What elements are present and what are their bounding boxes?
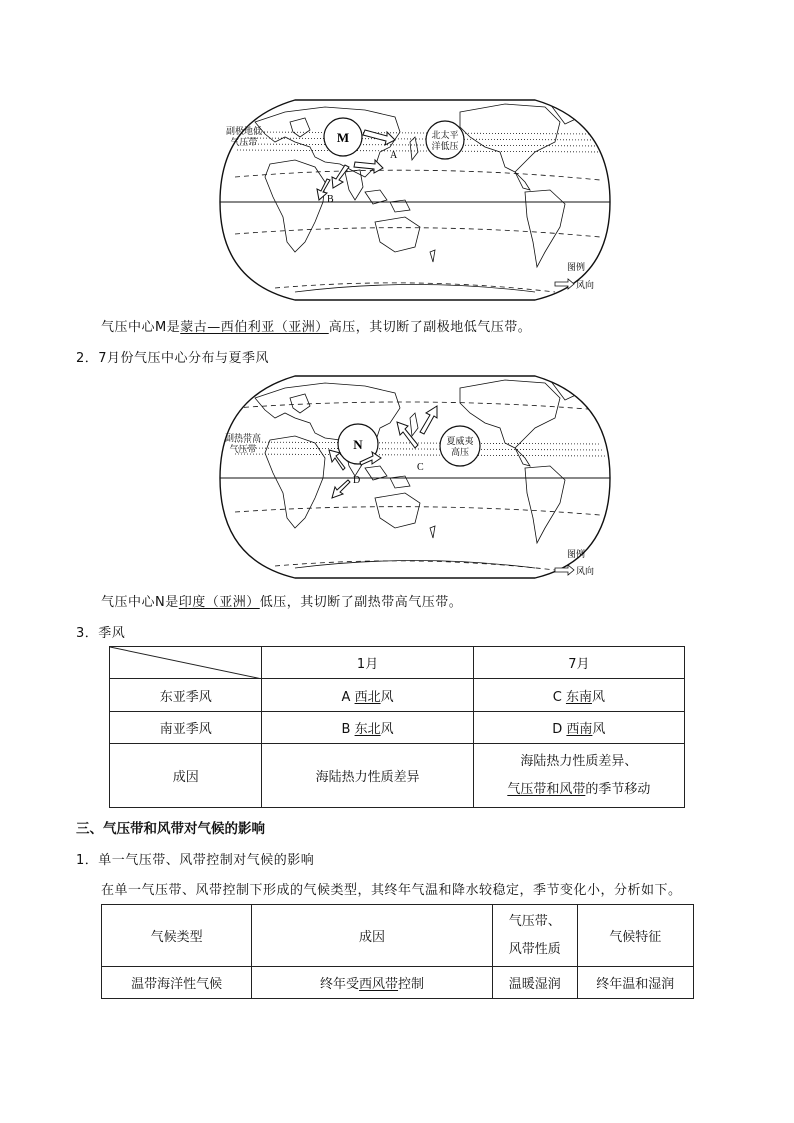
- paragraph-m: [101, 316, 531, 335]
- label-b: B: [327, 194, 334, 205]
- cause-jul-line1: 海陆热力性质差异、: [520, 753, 638, 769]
- cause-jul-line2: 气压带和风带的季节移动: [507, 781, 651, 797]
- climate-r1-cause: 终年受西风带控制: [252, 967, 493, 999]
- map1-belt-label-line2: 气压带: [230, 138, 258, 148]
- map2-belt-label-line1: 副热带高: [224, 434, 261, 444]
- east-asia-jan: A 西北风: [262, 679, 473, 712]
- paragraph-n: [101, 591, 462, 610]
- label-m: M: [336, 130, 350, 145]
- cause-jul: [473, 744, 684, 808]
- legend-title-1: 图例: [567, 263, 586, 273]
- july-pressure-map: [215, 370, 615, 582]
- para2-answer: 印度（亚洲）: [178, 595, 260, 610]
- label-a: A: [390, 150, 398, 161]
- header-jul: 7月: [473, 647, 684, 679]
- world-map-july: [215, 370, 615, 582]
- map2-belt-label: [221, 434, 265, 456]
- climate-header-nature: [492, 905, 577, 967]
- para2-prefix: 气压中心N是: [101, 595, 179, 610]
- map1-belt-label: [223, 127, 265, 149]
- climate-header-cause: 成因: [252, 905, 493, 967]
- climate-r1-nature: 温暖湿润: [492, 967, 577, 999]
- south-asia-jan: B 东北风: [262, 712, 473, 744]
- legend-text-1: 风向: [576, 281, 595, 291]
- row-south-asia-label: 南亚季风: [110, 712, 262, 744]
- climate-header-nature-line2: 风带性质: [508, 941, 561, 957]
- legend-title-2: 图例: [567, 550, 586, 560]
- map1-belt-label-line1: 副极地低: [225, 127, 262, 137]
- subsection-one-paragraph: 在单一气压带、风带控制下形成的气候类型，其终年气温和降水较稳定，季节变化小，分析如下。: [101, 883, 682, 898]
- section-three-heading: 三、气压带和风带对气候的影响: [76, 821, 265, 837]
- heading-monsoon: 3．季风: [76, 626, 126, 641]
- row-cause-label: 成因: [110, 744, 262, 808]
- cause-jan: 海陆热力性质差异: [262, 744, 473, 808]
- subsection-one-heading: 1．单一气压带、风带控制对气候的影响: [76, 853, 315, 868]
- january-pressure-map: [215, 92, 615, 304]
- east-asia-jul: C 东南风: [473, 679, 684, 712]
- diagonal-line: [110, 647, 262, 679]
- para1-answer: 蒙古—西伯利亚（亚洲）: [180, 320, 329, 335]
- para1-suffix: 高压，其切断了副极地低气压带。: [328, 320, 532, 335]
- north-pacific-line1: 北太平: [431, 131, 459, 141]
- monsoon-table: [109, 646, 685, 808]
- para2-suffix: 低压，其切断了副热带高气压带。: [259, 595, 463, 610]
- legend-text-2: 风向: [576, 567, 595, 577]
- label-n: N: [353, 437, 363, 452]
- heading-july: 2．7月份气压中心分布与夏季风: [76, 351, 270, 366]
- climate-header-feature: 气候特征: [577, 905, 693, 967]
- map2-belt-label-line2: 气压带: [229, 445, 257, 455]
- climate-r1-feature: 终年温和湿润: [577, 967, 693, 999]
- climate-r1-type: 温带海洋性气候: [102, 967, 252, 999]
- header-jan: 1月: [262, 647, 473, 679]
- label-c: C: [417, 462, 424, 473]
- climate-header-type: 气候类型: [102, 905, 252, 967]
- para1-prefix: 气压中心M是: [101, 320, 181, 335]
- label-d: D: [353, 475, 361, 486]
- row-east-asia-label: 东亚季风: [110, 679, 262, 712]
- world-map-january: [215, 92, 615, 304]
- south-asia-jul: D 西南风: [473, 712, 684, 744]
- hawaii-line1: 夏威夷: [446, 437, 474, 447]
- climate-table: [101, 904, 694, 999]
- climate-header-nature-line1: 气压带、: [508, 913, 561, 929]
- hawaii-line2: 高压: [450, 448, 470, 458]
- diagonal-header-cell: [110, 647, 262, 679]
- north-pacific-line2: 洋低压: [431, 142, 459, 152]
